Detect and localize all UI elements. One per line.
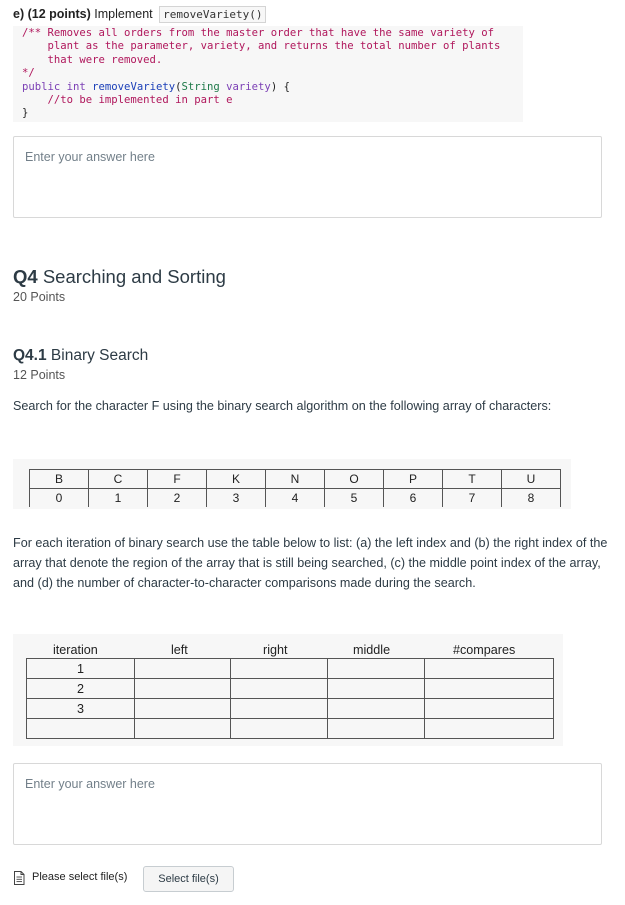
q4-title <box>13 266 226 288</box>
iteration-number: 1 <box>27 659 135 679</box>
header-compares: #compares <box>453 643 516 657</box>
q4-title-text: Searching and Sorting <box>42 266 226 287</box>
table-cell <box>425 679 554 699</box>
array-index: 4 <box>266 489 325 507</box>
part-e-label: e) (12 points) <box>13 7 91 21</box>
table-cell <box>328 719 425 739</box>
table-cell <box>328 679 425 699</box>
table-cell <box>135 679 231 699</box>
code-token: plant as the parameter, variety, and returns the total number of plants <box>22 40 501 53</box>
table-cell <box>231 699 328 719</box>
code-token: } <box>22 107 29 120</box>
table-cell <box>135 719 231 739</box>
array-index: 3 <box>207 489 266 507</box>
array-index: 6 <box>384 489 443 507</box>
array-figure <box>13 459 571 509</box>
array-table <box>29 469 561 507</box>
array-index: 2 <box>148 489 207 507</box>
part-e-heading <box>13 6 266 23</box>
array-index: 8 <box>502 489 561 507</box>
code-line <box>22 40 523 53</box>
header-iteration: iteration <box>53 643 98 657</box>
table-row <box>27 719 554 739</box>
header-left: left <box>171 643 188 657</box>
code-line <box>22 54 523 67</box>
header-middle: middle <box>353 643 391 657</box>
code-token: ( <box>175 80 182 93</box>
q41-prompt: Search for the character F using the binary search algorithm on the following array of characters: <box>13 399 552 413</box>
table-row <box>27 679 554 699</box>
table-cell <box>425 699 554 719</box>
header-right: right <box>263 643 288 657</box>
code-token: public int <box>22 80 93 93</box>
code-block <box>13 26 523 122</box>
table-cell <box>425 659 554 679</box>
table-row <box>27 699 554 719</box>
method-name-code: removeVariety() <box>159 6 266 23</box>
answer-placeholder: Enter your answer here <box>25 777 155 791</box>
q4-points: 20 Points <box>13 290 66 304</box>
answer-box-q41[interactable] <box>13 763 602 845</box>
array-index: 1 <box>89 489 148 507</box>
code-line <box>22 27 523 40</box>
code-token: */ <box>22 67 35 80</box>
array-cell: P <box>384 470 443 489</box>
iteration-number: 3 <box>27 699 135 719</box>
table-cell <box>328 699 425 719</box>
select-files-button[interactable]: Select file(s) <box>143 866 234 892</box>
array-cell: O <box>325 470 384 489</box>
q41-instructions: For each iteration of binary search use the table below to list: (a) the left index and (b) the right index of the array that denote the region of the array that is still being searched, (c) the middle point index of the array, and (d) the number of character-to-character comparisons made during the search. <box>13 536 608 590</box>
code-line <box>22 94 523 107</box>
iteration-table-figure <box>13 634 563 746</box>
array-index: 0 <box>30 489 89 507</box>
q41-number: Q4.1 <box>13 347 47 364</box>
table-cell <box>328 659 425 679</box>
table-cell <box>231 719 328 739</box>
array-cell: N <box>266 470 325 489</box>
code-line <box>22 81 523 94</box>
code-line <box>22 107 523 120</box>
q41-title-text: Binary Search <box>50 347 149 364</box>
iteration-table <box>26 658 554 739</box>
array-cell: C <box>89 470 148 489</box>
table-cell <box>135 699 231 719</box>
q41-points: 12 Points <box>13 368 66 382</box>
code-line <box>22 67 523 80</box>
q41-title <box>13 347 148 365</box>
answer-box-part-e[interactable] <box>13 136 602 218</box>
table-cell <box>425 719 554 739</box>
code-token: removeVariety <box>92 80 176 93</box>
code-token: ) { <box>270 80 290 93</box>
file-select-label: Please select file(s) <box>32 871 128 883</box>
code-token: /** Removes all orders from the master order that have the same variety of <box>22 27 494 39</box>
q4-number: Q4 <box>13 266 38 287</box>
table-row <box>27 659 554 679</box>
array-cell: T <box>443 470 502 489</box>
array-cell: U <box>502 470 561 489</box>
array-index: 5 <box>325 489 384 507</box>
code-token: //to be implemented in part e <box>22 94 233 107</box>
code-token: variety <box>226 80 271 93</box>
answer-placeholder: Enter your answer here <box>25 150 155 164</box>
table-cell <box>135 659 231 679</box>
document-icon <box>13 871 25 890</box>
iteration-number: 2 <box>27 679 135 699</box>
array-cell: F <box>148 470 207 489</box>
array-index: 7 <box>443 489 502 507</box>
table-cell <box>231 659 328 679</box>
table-cell <box>231 679 328 699</box>
code-token: that were removed. <box>22 53 163 66</box>
code-token: String <box>181 80 220 93</box>
part-e-implement-word: Implement <box>94 7 153 21</box>
array-cell: B <box>30 470 89 489</box>
iteration-number <box>27 719 135 739</box>
array-cell: K <box>207 470 266 489</box>
